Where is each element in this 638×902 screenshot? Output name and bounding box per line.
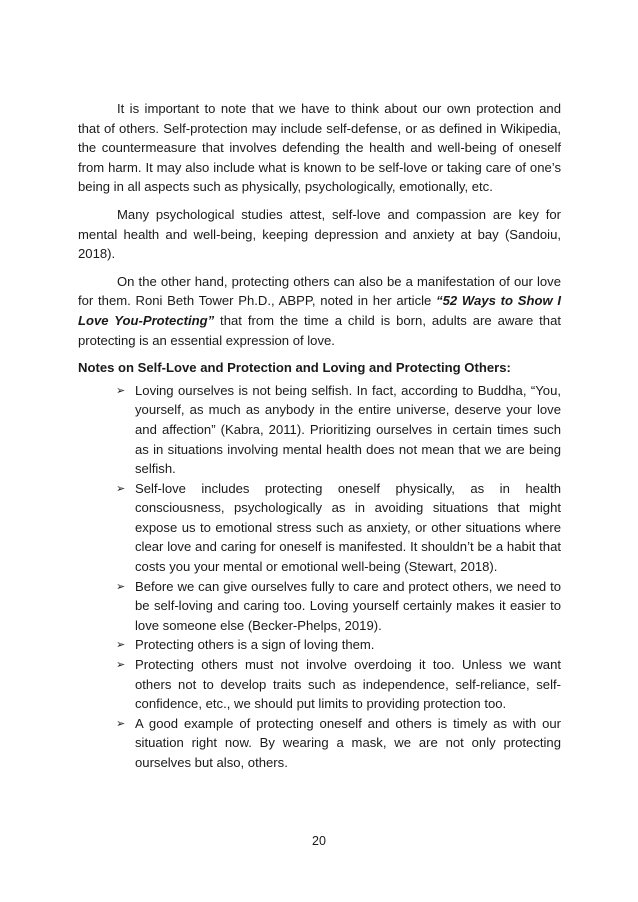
arrowhead-bullet-icon: ➢ [116,579,126,593]
list-item-text: Loving ourselves is not being selfish. In fact, according to Buddha, “You, yourself, as much as anybody in the entire universe, deserve your love and affection” (Kabra, 2011). Prioritizing ourselves in certain times such as in situations involving mental health does not mean that we are being selfish. [135,382,561,477]
list-item [116,479,561,577]
page-number: 20 [312,834,326,848]
list-item [116,577,561,636]
paragraph-text-start: On the other hand, protecting others can also be a manifestation of our love for them. Roni Beth Tower Ph.D., ABPP, noted in her article [78,273,561,309]
list-item [116,381,561,479]
notes-list [78,381,561,773]
list-item-text: Protecting others is a sign of loving them. [135,637,375,653]
arrowhead-bullet-icon: ➢ [116,383,126,397]
arrowhead-bullet-icon: ➢ [116,481,126,495]
article-title: “52 Ways to Show I Love You-Protecting” [78,293,562,328]
paragraph-protecting-others [78,272,561,350]
arrowhead-bullet-icon: ➢ [116,658,126,672]
arrowhead-bullet-icon: ➢ [116,638,126,652]
list-item [116,714,561,773]
list-item-text: A good example of protecting oneself and others is timely as with our situation right now. By wearing a mask, we are not only protecting ourselves but also, others. [135,715,561,770]
paragraph-self-protection: It is important to note that we have to think about our own protection and that of others. Self-protection may include self-defense, or as defined in Wikipedia, the countermeasure that involves defending the health and well-being of oneself from harm. It may also include what is known to be self-love or taking care of one’s being in all aspects such as physically, psychologically, emotionally, etc. [78,101,561,195]
paragraph-text-end: that from the time a child is born, adults are aware that protecting is an essential expression of love. [78,312,562,348]
arrowhead-bullet-icon: ➢ [116,716,126,730]
list-item-text: Protecting others must not involve overdoing it too. Unless we want others not to develop traits such as independence, self-reliance, self-confidence, etc., we should put limits to providing protection too. [135,657,561,712]
list-item [116,635,561,655]
list-item-text: Before we can give ourselves fully to care and protect others, we need to be self-loving and caring too. Loving yourself certainly makes it easier to love someone else (Becker-Phelps, 2019). [135,578,561,633]
list-item-text: Self-love includes protecting oneself physically, as in health consciousness, psychologically as in avoiding situations that might expose us to emotional stress such as anxiety, or other situations where clear love and caring for oneself is manifested. It shouldn’t be a habit that costs you your mental or emotional well-being (Stewart, 2018). [135,480,561,575]
list-item [116,655,561,714]
section-heading: Notes on Self-Love and Protection and Loving and Protecting Others: [78,360,511,376]
paragraph-psychological-studies: Many psychological studies attest, self-love and compassion are key for mental health and well-being, keeping depression and anxiety at bay (Sandoiu, 2018). [78,206,561,262]
page-body [78,99,561,773]
